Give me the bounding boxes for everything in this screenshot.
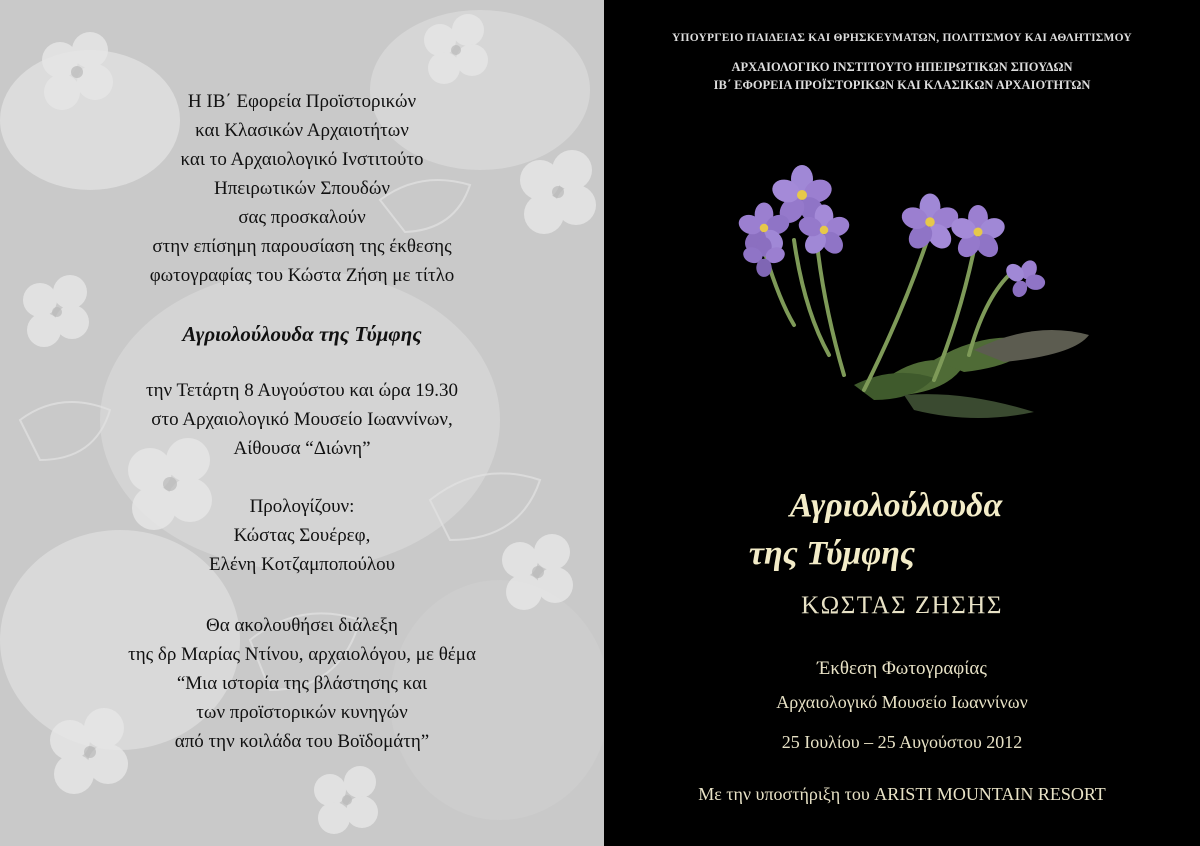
- invitation-line: και το Αρχαιολογικό Ινστιτούτο: [180, 149, 424, 170]
- sponsor-line: Με την υποστήριξη του ARISTI MOUNTAIN RESORT: [698, 784, 1106, 804]
- invitation-line: στην επίσημη παρουσίαση της έκθεσης: [152, 236, 452, 257]
- institute-header: ΑΡΧΑΙΟΛΟΓΙΚΟ ΙΝΣΤΙΤΟΥΤΟ ΗΠΕΙΡΩΤΙΚΩΝ ΣΠΟΥΔΩΝ: [731, 60, 1073, 74]
- exhibition-dates: 25 Ιουλίου – 25 Αυγούστου 2012: [781, 732, 1023, 752]
- ministry-header: ΥΠΟΥΡΓΕΙΟ ΠΑΙΔΕΙΑΣ ΚΑΙ ΘΡΗΣΚΕΥΜΑΤΩΝ, ΠΟΛΙΤΙΣΜΟΥ ΚΑΙ ΑΘΛΗΤΙΣΜΟΥ: [672, 32, 1132, 44]
- cover-panel: [604, 0, 1200, 846]
- invitation-line: σας προσκαλούν: [238, 207, 366, 228]
- wildflower-photo: [734, 150, 1094, 440]
- lecture-line: της δρ Μαρίας Ντίνου, αρχαιολόγου, με θέμα: [128, 644, 476, 665]
- event-line: Αίθουσα “Διώνη”: [233, 438, 371, 459]
- invitation-line: φωτογραφίας του Κώστα Ζήση με τίτλο: [149, 265, 455, 286]
- intro-line: Κώστας Σουέρεφ,: [233, 525, 371, 546]
- event-line: στο Αρχαιολογικό Μουσείο Ιωαννίνων,: [151, 409, 453, 430]
- lecture-line: “Μια ιστορία της βλάστησης και: [176, 673, 428, 694]
- lecture-line: των προϊστορικών κυνηγών: [196, 702, 408, 723]
- lecture-line: από την κοιλάδα του Βοϊδομάτη”: [174, 731, 430, 752]
- cover-title-line2: της Τύμφης: [748, 535, 916, 572]
- intro-line: Ελένη Κοτζαμποπούλου: [209, 554, 395, 575]
- event-line: την Τετάρτη 8 Αυγούστου και ώρα 19.30: [145, 380, 459, 401]
- invitation-line: Η ΙΒ΄ Εφορεία Προϊστορικών: [187, 91, 417, 112]
- intro-line: Προλογίζουν:: [249, 496, 355, 517]
- invitation-line: και Κλασικών Αρχαιοτήτων: [195, 120, 409, 141]
- lecture-line: Θα ακολουθήσει διάλεξη: [206, 615, 398, 636]
- invitation-line: Ηπειρωτικών Σπουδών: [213, 178, 390, 199]
- flower-blossoms: [736, 165, 1054, 306]
- ephorate-header: ΙΒ΄ ΕΦΟΡΕΙΑ ΠΡΟΪΣΤΟΡΙΚΩΝ ΚΑΙ ΚΛΑΣΙΚΩΝ ΑΡΧΑΙΟΤΗΤΩΝ: [713, 78, 1091, 92]
- museum-name: Αρχαιολογικό Μουσείο Ιωαννίνων: [776, 692, 1028, 712]
- author-name: ΚΩΣΤΑΣ ΖΗΣΗΣ: [801, 592, 1003, 619]
- cover-title-line1: Αγριολούλουδα: [789, 487, 1003, 524]
- exhibition-title: Αγριολούλουδα της Τύμφης: [182, 322, 422, 346]
- exhibition-type: Έκθεση Φωτογραφίας: [817, 658, 987, 679]
